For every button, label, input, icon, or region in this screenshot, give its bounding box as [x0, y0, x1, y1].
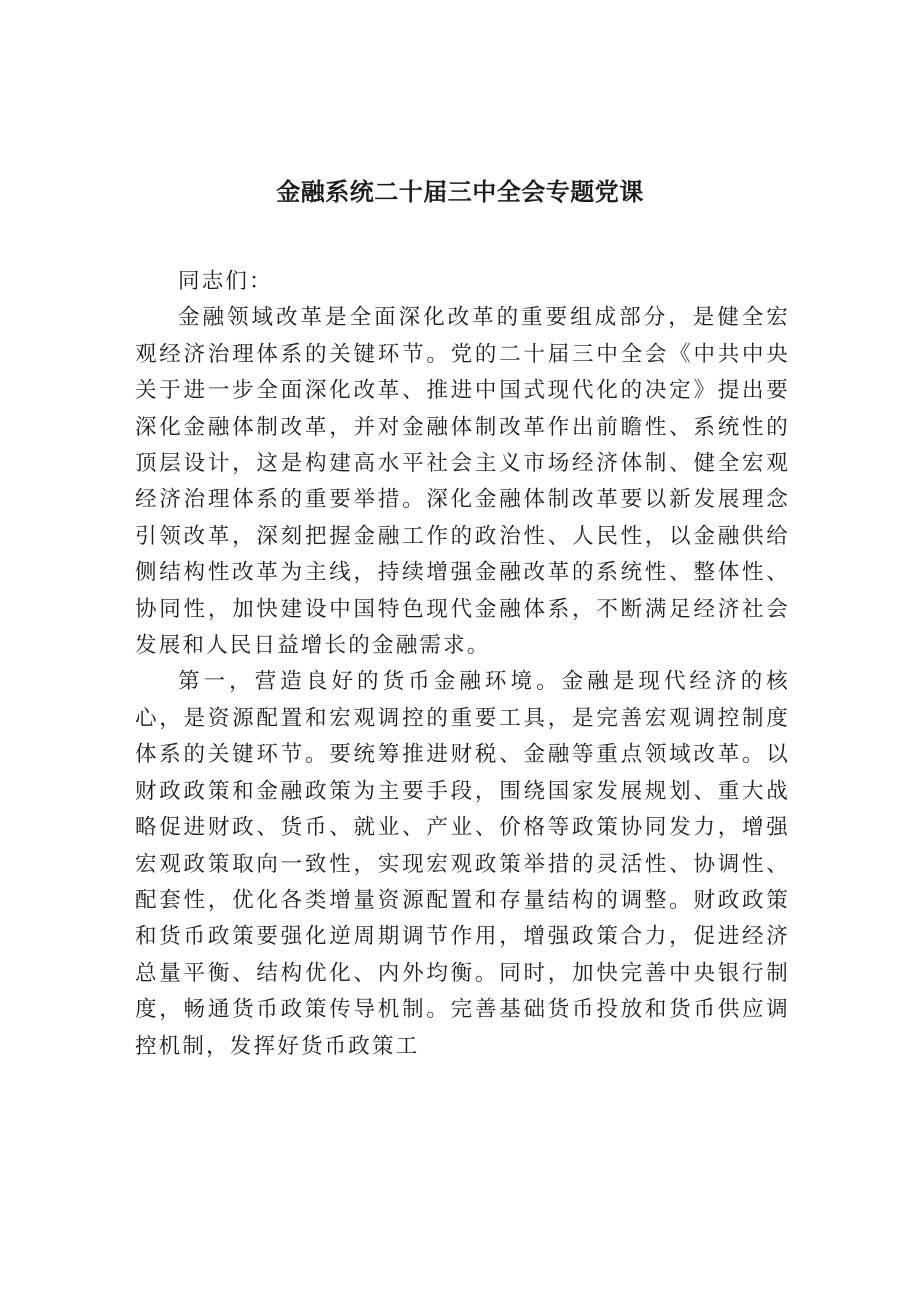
document-title: 金融系统二十届三中全会专题党课	[276, 178, 644, 206]
paragraph-intro: 金融领域改革是全面深化改革的重要组成部分，是健全宏观经济治理体系的关键环节。党的二十届三中全会《中共中央关于进一步全面深化改革、推进中国式现代化的决定》提出要深化金融体制改革，并对金融体制改革作出前瞻性、系统性的顶层设计，这是构建高水平社会主义市场经济体制、健全宏观经济治理体系的重要举措。深化金融体制改革要以新发展理念引领改革，深刻把握金融工作的政治性、人民性，以金融供给侧结构性改革为主线，持续增强金融改革的系统性、整体性、协同性，加快建设中国特色现代金融体系，不断满足经济社会发展和人民日益增长的金融需求。	[135, 305, 790, 659]
paragraph-first-point: 第一，营造良好的货币金融环境。金融是现代经济的核心，是资源配置和宏观调控的重要工具，是完善宏观调控制度体系的关键环节。要统筹推进财税、金融等重点领域改革。以财政政策和金融政策为主要手段，围绕国家发展规划、重大战略促进财政、货币、就业、产业、价格等政策协同发力，增强宏观政策取向一致性，实现宏观政策举措的灵活性、协调性、配套性，优化各类增量资源配置和存量结构的调整。财政政策和货币政策要强化逆周期调节作用，增强政策合力，促进经济总量平衡、结构优化、内外均衡。同时，加快完善中央银行制度，畅通货币政策传导机制。完善基础货币投放和货币供应调控机制，发挥好货币政策工	[135, 669, 790, 1059]
salutation: 同志们：	[178, 269, 273, 294]
document-body	[135, 264, 790, 1065]
